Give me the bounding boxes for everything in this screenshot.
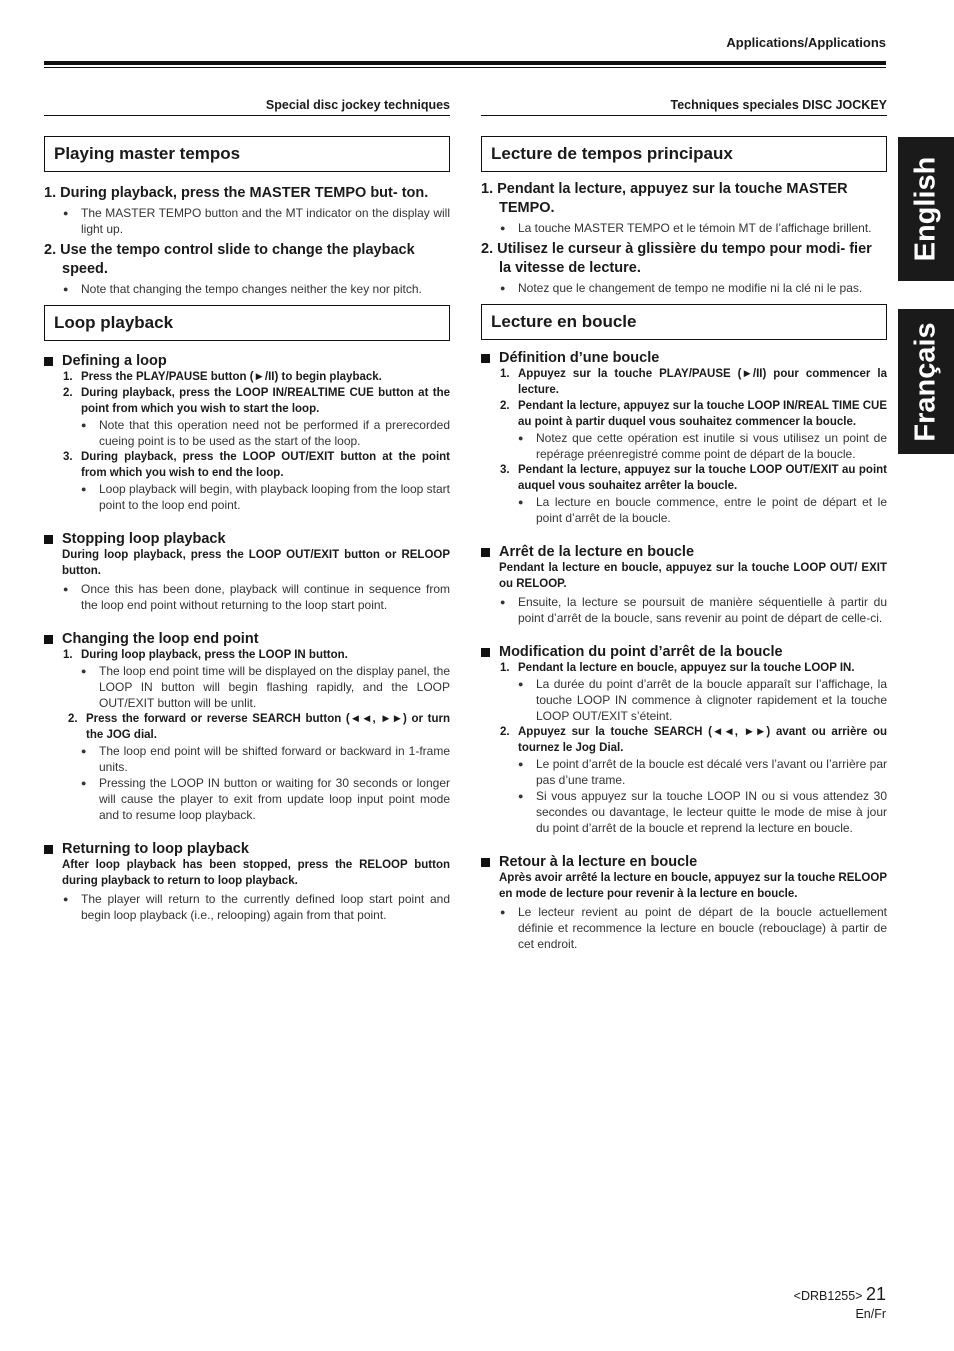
paragraph: During loop playback, press the LOOP OUT/EXIT button or RELOOP button.: [62, 549, 450, 577]
heading-loop-playback: Loop playback: [44, 305, 450, 341]
section-title: Special disc jockey techniques: [44, 98, 450, 116]
square-bullet-icon: [481, 858, 490, 867]
bullet: ● The loop end point time will be displayed on the display panel, the LOOP IN button will begin flashing rapidly, and the LOOP OUT/EXIT button will be unlit.: [44, 663, 450, 711]
bullet: ● Notez que le changement de tempo ne modifie ni la clé ni le pas.: [481, 280, 887, 296]
step-2: 2. Use the tempo control slide to change the playback speed.: [44, 242, 415, 277]
bullet: ● Once this has been done, playback will continue in sequence from the loop end point without returning to the loop start point.: [44, 581, 450, 613]
heading-lecture-boucle: Lecture en boucle: [481, 304, 887, 340]
bullet: ● Le lecteur revient au point de départ de la boucle actuellement définie et recommence la lecture en boucle (rebouclage) à partir de cet endroit.: [481, 904, 887, 952]
subheading-defining-loop: [44, 353, 450, 369]
language-code: En/Fr: [855, 1307, 886, 1321]
model-code: <DRB1255>: [793, 1289, 863, 1303]
bullet: ● Ensuite, la lecture se poursuit de manière séquentielle à partir du point d’arrêt de la boucle, sans revenir au point de départ de celle-ci.: [481, 594, 887, 626]
bullet: ● Le point d’arrêt de la boucle est décalé vers l’avant ou l’arrière par pas d’une trame.: [481, 756, 887, 788]
subheading-text: Stopping loop playback: [62, 531, 226, 547]
subheading-text: Retour à la lecture en boucle: [499, 854, 698, 870]
bullet: ● Si vous appuyez sur la touche LOOP IN ou si vous attendez 30 secondes ou davantage, le lecteur quitte le mode de mise à jour du point d’arrêt de la boucle et reprend la lecture en boucle.: [481, 788, 887, 836]
subheading-modification-point: [481, 644, 887, 660]
step-text: Appuyez sur la touche SEARCH (◄◄, ►►) avant ou arrière ou tournez le Jog Dial.: [518, 726, 887, 754]
bullet: ● Note that changing the tempo changes neither the key nor pitch.: [44, 281, 450, 297]
step-1: 1. Pendant la lecture, appuyez sur la touche MASTER TEMPO.: [481, 181, 848, 216]
subheading-text: Définition d’une boucle: [499, 350, 660, 366]
numbered-step: 1. Press the PLAY/PAUSE button (►/II) to begin playback.: [63, 371, 382, 383]
numbered-step: 3. During playback, press the LOOP OUT/EXIT button at the point from which you wish to end the loop.: [63, 451, 450, 479]
subheading-text: Changing the loop end point: [62, 631, 259, 647]
step-text: Pendant la lecture, appuyez sur la touche LOOP OUT/EXIT au point auquel vous souhaitez arrêter la boucle.: [518, 464, 887, 492]
subheading-arret-boucle: [481, 544, 887, 560]
numbered-step: 2. Appuyez sur la touche SEARCH (◄◄, ►►) avant ou arrière ou tournez le Jog Dial.: [500, 726, 887, 754]
square-bullet-icon: [44, 635, 53, 644]
tab-english: [898, 137, 954, 281]
step-text: During playback, press the LOOP IN/REALTIME CUE button at the point from which you wish to start the loop.: [81, 387, 450, 415]
square-bullet-icon: [481, 648, 490, 657]
page-number: 21: [865, 1284, 886, 1304]
page-header-title: Applications/Applications: [726, 35, 886, 50]
subheading-text: Arrêt de la lecture en boucle: [499, 544, 695, 560]
subheading-text: Defining a loop: [62, 353, 167, 369]
bullet: ● La touche MASTER TEMPO et le témoin MT de l’affichage brillent.: [481, 220, 887, 236]
square-bullet-icon: [481, 548, 490, 557]
square-bullet-icon: [481, 354, 490, 363]
section-title: Techniques speciales DISC JOCKEY: [481, 98, 887, 116]
subheading-retour-boucle: [481, 854, 887, 870]
paragraph: Pendant la lecture en boucle, appuyez sur la touche LOOP OUT/ EXIT ou RELOOP.: [499, 562, 887, 590]
paragraph: Après avoir arrêté la lecture en boucle, appuyez sur la touche RELOOP en mode de lecture pour revenir à la lecture en boucle.: [499, 872, 887, 900]
header-rule-thick: [44, 61, 886, 65]
subheading-stopping-loop: [44, 531, 450, 547]
bullet: ● La durée du point d’arrêt de la boucle apparaît sur l’affichage, la touche LOOP IN commence à clignoter rapidement et la touche LOOP OUT/EXIT s’éteint.: [481, 676, 887, 724]
page-footer: [794, 1284, 886, 1321]
step-text: During playback, press the LOOP OUT/EXIT button at the point from which you wish to end the loop.: [81, 451, 450, 479]
numbered-step: 2. During playback, press the LOOP IN/REALTIME CUE button at the point from which you wish to start the loop.: [63, 387, 450, 415]
french-column: [481, 98, 887, 952]
subheading-text: Modification du point d’arrêt de la boucle: [499, 644, 783, 660]
heading-playing-master-tempos: Playing master tempos: [44, 136, 450, 172]
bullet: ● Pressing the LOOP IN button or waiting for 30 seconds or longer will cause the player to exit from update loop input point mode and to resume loop playback.: [44, 775, 450, 823]
bullet: ● Notez que cette opération est inutile si vous utilisez un point de repérage préenregistré comme point de départ de la boucle.: [481, 430, 887, 462]
step-text: Pendant la lecture, appuyez sur la touche LOOP IN/REAL TIME CUE au point à partir duquel vous souhaitez commencer la boucle.: [518, 400, 887, 428]
step-text: Press the forward or reverse SEARCH button (◄◄, ►►) or turn the JOG dial.: [86, 713, 450, 741]
square-bullet-icon: [44, 357, 53, 366]
subheading-returning-loop: [44, 841, 450, 857]
step-text: During loop playback, press the LOOP IN button.: [81, 649, 348, 661]
numbered-step: 2. Press the forward or reverse SEARCH button (◄◄, ►►) or turn the JOG dial.: [68, 713, 450, 741]
step-text: Pendant la lecture en boucle, appuyez sur la touche LOOP IN.: [518, 662, 855, 674]
paragraph: After loop playback has been stopped, press the RELOOP button during playback to return to loop playback.: [62, 859, 450, 887]
step-text: Press the PLAY/PAUSE button (►/II) to begin playback.: [81, 371, 382, 383]
bullet: ● The player will return to the currently defined loop start point and begin loop playback (i.e., relooping) again from that point.: [44, 891, 450, 923]
subheading-changing-end-point: [44, 631, 450, 647]
step-1: 1. During playback, press the MASTER TEMPO but- ton.: [44, 185, 429, 201]
subheading-definition-boucle: [481, 350, 887, 366]
numbered-step: 3. Pendant la lecture, appuyez sur la touche LOOP OUT/EXIT au point auquel vous souhaitez arrêter la boucle.: [500, 464, 887, 492]
numbered-step: 1. Appuyez sur la touche PLAY/PAUSE (►/II) pour commencer la lecture.: [500, 368, 887, 396]
bullet: ● The MASTER TEMPO button and the MT indicator on the display will light up.: [44, 205, 450, 237]
bullet: ● Loop playback will begin, with playback looping from the loop start point to the loop end point.: [44, 481, 450, 513]
bullet: ● The loop end point will be shifted forward or backward in 1-frame units.: [44, 743, 450, 775]
numbered-step: 1. Pendant la lecture en boucle, appuyez sur la touche LOOP IN.: [500, 662, 855, 674]
tab-french: [898, 309, 954, 454]
subheading-text: Returning to loop playback: [62, 841, 249, 857]
bullet: ● La lecture en boucle commence, entre le point de départ et le point d’arrêt de la boucle.: [481, 494, 887, 526]
header-rule-thin: [44, 67, 886, 68]
step-2: 2. Utilisez le curseur à glissière du tempo pour modi- fier la vitesse de lecture.: [481, 241, 872, 276]
numbered-step: 2. Pendant la lecture, appuyez sur la touche LOOP IN/REAL TIME CUE au point à partir duquel vous souhaitez commencer la boucle.: [500, 400, 887, 428]
square-bullet-icon: [44, 845, 53, 854]
step-text: Appuyez sur la touche PLAY/PAUSE (►/II) pour commencer la lecture.: [518, 368, 887, 396]
bullet: ● Note that this operation need not be performed if a prerecorded cueing point is to be used as the start of the loop.: [44, 417, 450, 449]
english-column: [44, 98, 450, 923]
tab-english-label: English: [909, 156, 942, 262]
tab-french-label: Français: [909, 321, 942, 442]
heading-lecture-tempos: Lecture de tempos principaux: [481, 136, 887, 172]
numbered-step: 1. During loop playback, press the LOOP IN button.: [63, 649, 348, 661]
square-bullet-icon: [44, 535, 53, 544]
